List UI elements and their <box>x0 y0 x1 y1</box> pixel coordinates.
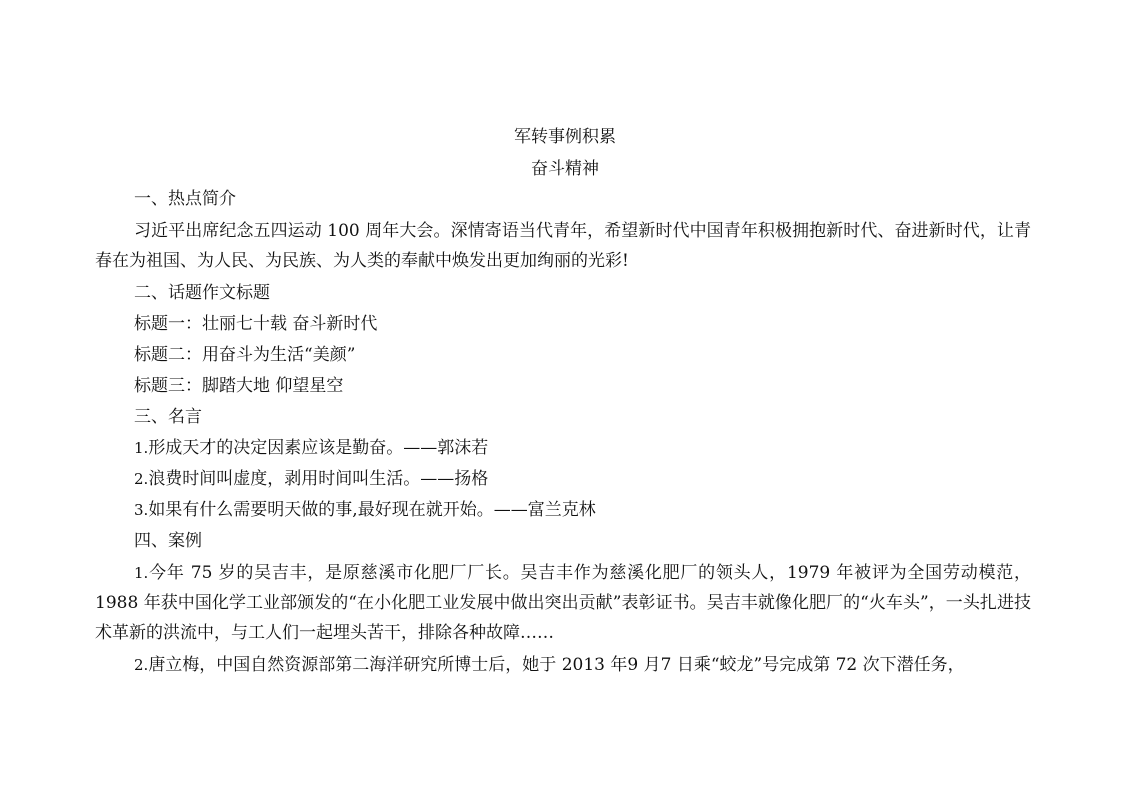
quote-item <box>134 495 596 525</box>
quote-text: 形成天才的决定因素应该是勤奋。——郭沫若 <box>148 438 489 458</box>
essay-title-item: 标题一：壮丽七十载 奋斗新时代 <box>134 314 378 334</box>
quote-text: 浪费时间叫虚度，剥用时间叫生活。——扬格 <box>148 469 489 489</box>
section-heading-hot-intro: 一、热点简介 <box>134 189 236 209</box>
case-item <box>95 558 1031 648</box>
quote-text: 如果有什么需要明天做的事,最好现在就开始。——富兰克林 <box>148 500 596 520</box>
quote-item <box>134 464 488 494</box>
essay-title-item: 标题三：脚踏大地 仰望星空 <box>134 376 344 396</box>
case-number: 2. <box>134 656 149 674</box>
essay-title-item: 标题二：用奋斗为生活“美颜” <box>134 345 356 365</box>
document-title: 军转事例积累 <box>514 127 616 147</box>
section-heading-quotes: 三、名言 <box>134 407 202 427</box>
section-heading-essay-titles: 二、话题作文标题 <box>134 283 270 303</box>
quote-number: 3. <box>134 501 149 519</box>
document-subtitle: 奋斗精神 <box>531 159 599 179</box>
case-item <box>95 650 1031 680</box>
quote-item <box>134 433 488 463</box>
case-number: 1. <box>134 564 149 582</box>
quote-number: 2. <box>134 470 149 488</box>
hot-intro-paragraph: 习近平出席纪念五四运动 100 周年大会。深情寄语当代青年，希望新时代中国青年积极拥抱新时代、奋进新时代，让青春在为祖国、为人民、为民族、为人类的奉献中焕发出更加绚丽的光彩! <box>95 221 1031 271</box>
case-text: 今年 75 岁的吴吉丰，是原慈溪市化肥厂厂长。吴吉丰作为慈溪化肥厂的领头人，1979 年被评为全国劳动模范，1988 年获中国化学工业部颁发的“在小化肥工业发展中做出突出贡献”表彰证书。吴吉丰就像化肥厂的“火车头”，一头扎进技术革新的洪流中，与工人们一起埋头苦干，排除各种故障…… <box>95 563 1031 643</box>
case-text: 唐立梅，中国自然资源部第二海洋研究所博士后，她于 2013 年9 月7 日乘“蛟龙”号完成第 72 次下潜任务， <box>148 655 965 675</box>
quote-number: 1. <box>134 439 149 457</box>
section-heading-cases: 四、案例 <box>134 531 202 551</box>
